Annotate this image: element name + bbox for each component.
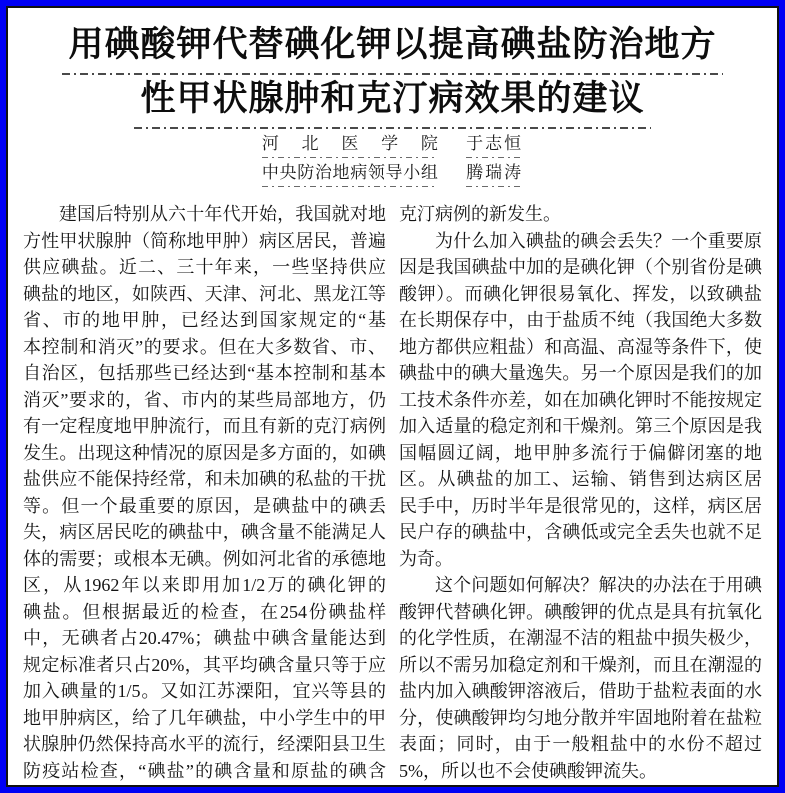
text-line: 分，使碘酸钾均匀地分散并牢固地附着在盐粒 [399, 707, 762, 728]
text-line: 加入碘量的1/5。又如江苏溧阳，宜兴等县的 [23, 681, 386, 701]
author-name-2: 腾瑞涛 [466, 162, 523, 187]
author-name-1: 于志恒 [466, 133, 523, 158]
author-row-1 [23, 133, 762, 158]
text-line: 自治区，包括那些已经达到“基本控制和基本 [23, 363, 386, 383]
text-line: 工技术条件亦差，如在加碘化钾时不能按规定 [399, 389, 762, 410]
text-line: 供应碘盐。近二、三十年来，一些坚持供应 [23, 257, 386, 277]
text-line: 酸钾）。而碘化钾很易氧化、挥发，以致碘盐 [399, 283, 762, 304]
text-line: 有一定程度地甲肿流行，而且有新的克汀病例 [23, 416, 386, 436]
text-line: 地方都供应粗盐）和高温、高湿等条件下，使 [399, 336, 762, 357]
text-line: 因是我国碘盐中加的是碘化钾（个别省份是碘 [399, 257, 762, 277]
text-line: 为什么加入碘盐的碘会丢失？一个重要原 [435, 230, 762, 251]
title-line-1: 用碘酸钾代替碘化钾以提高碘盐防治地方 [62, 24, 722, 75]
body-text [23, 201, 762, 784]
text-line: 在长期保存中，由于盐质不纯（我国绝大多数 [399, 310, 762, 330]
text-line: 地甲肿病区，给了几年碘盐，中小学生中的甲 [23, 707, 386, 728]
column-left [23, 201, 386, 784]
text-line: 方性甲状腺肿（简称地甲肿）病区居民，普遍 [23, 230, 386, 251]
page-title [23, 24, 762, 129]
text-line: 酸钾代替碘化钾。碘酸钾的优点是具有抗氧化 [399, 601, 762, 622]
text-line: 碘盐。但根据最近的检查，在254份碘盐样 [23, 601, 386, 622]
author-affiliation-2: 中央防治地病领导小组 [262, 162, 438, 187]
text-line: 本控制和消灭”的要求。但在大多数省、市、 [23, 336, 386, 357]
text-line: 碘盐的地区，如陕西、天津、河北、黑龙江等 [23, 283, 386, 304]
text-line: 盐供应不能保持经常，和未加碘的私盐的干扰 [23, 469, 386, 489]
text-line: 区。从碘盐的加工、运输、销售到达病区居 [399, 469, 762, 489]
text-line: 区，从1962年以来即用加1/2万的碘化钾的 [23, 575, 386, 595]
text-line: 加入适量的稳定剂和干燥剂。第三个原因是我 [399, 416, 762, 436]
text-line: 这个问题如何解决？解决的办法在于用碘 [435, 575, 762, 595]
text-line: 表面；同时，由于一般粗盐中的水份不超过 [399, 734, 762, 754]
text-line: 状腺肿仍然保持高水平的流行，经溧阳县卫生 [23, 734, 386, 754]
text-line: 民手中，历时半年是很常见的，这样，病区居 [399, 495, 762, 516]
text-line: 规定标准者只占20%，其平均碘含量只等于应 [23, 654, 386, 675]
author-row-2 [23, 162, 762, 187]
text-line: 5%，所以也不会使碘酸钾流失。 [399, 760, 657, 781]
title-line-2: 性甲状腺肿和克汀病效果的建议 [134, 78, 650, 129]
text-line: 体的需要；或根本无碘。例如河北省的承德地 [23, 548, 386, 569]
text-line: 防疫站检查，“碘盐”的碘含量和原盐的碘含 [23, 760, 386, 781]
page-inner-border [6, 6, 779, 787]
text-line: 省、市的地甲肿，已经达到国家规定的“基 [23, 310, 386, 330]
text-line: 盐内加入碘酸钾溶液后，借助于盐粒表面的水 [399, 681, 762, 701]
text-line: 中，无碘者占20.47%；碘盐中碘含量能达到 [23, 628, 386, 648]
text-line: 为奇。 [399, 548, 453, 569]
column-right [399, 201, 762, 784]
text-line: 失，病区居民吃的碘盐中，碘含量不能满足人 [23, 522, 386, 542]
text-line: 所以不需另加稳定剂和干燥剂，而且在潮湿的 [399, 654, 762, 675]
text-line: 建国后特别从六十年代开始，我国就对地 [59, 204, 386, 224]
text-line: 发生。出现这种情况的原因是多方面的，如碘 [23, 442, 386, 463]
text-line: 国幅圆辽阔，地甲肿多流行于偏僻闭塞的地 [399, 442, 762, 463]
text-line: 等。但一个最重要的原因，是碘盐中的碘丢 [23, 495, 386, 516]
author-affiliation-1: 河北医学院 [262, 133, 438, 158]
author-block [23, 133, 762, 187]
text-line: 消灭”要求的，省、市内的某些局部地方，仍 [23, 389, 386, 410]
text-line: 民户存的碘盐中，含碘低或完全丢失也就不足 [399, 522, 762, 542]
text-line: 的化学性质，在潮湿不洁的粗盐中损失极少， [399, 628, 762, 648]
text-line: 碘盐中的碘大量逸失。另一个原因是我们的加 [399, 363, 762, 383]
text-line: 克汀病例的新发生。 [399, 204, 561, 224]
